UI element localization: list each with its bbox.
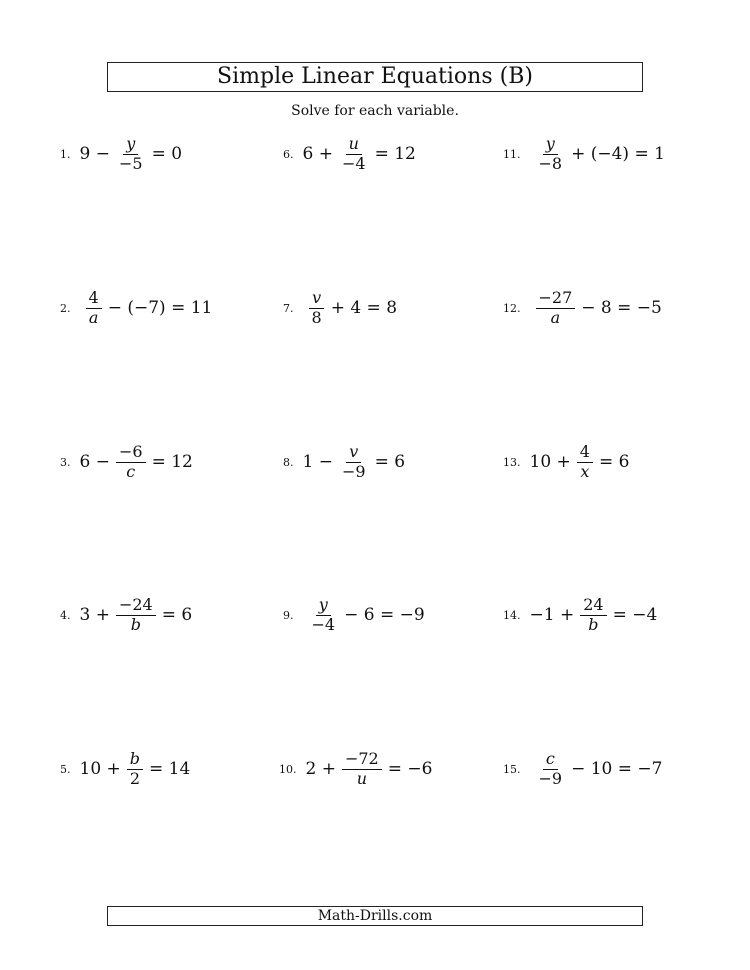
fraction [309,287,325,327]
fraction-denominator: b [588,614,599,634]
fraction-numerator: y [123,136,138,155]
equation-left: 10 + [529,452,571,472]
fraction [342,748,382,788]
problem-9 [283,591,428,639]
equation-left: 6 − [79,452,110,472]
equation-right: + 4 = 8 [330,298,398,318]
equation-left: 9 − [79,144,110,164]
problem-4 [60,591,195,639]
equation-right: + (−4) = 1 [571,144,665,164]
fraction [86,287,102,327]
footer-brand: Math-Drills.com [107,906,643,926]
fraction-numerator: v [346,444,361,463]
problem-number: 12. [503,301,521,315]
equation-right: = 6 [161,605,193,625]
fraction-denominator: 2 [129,768,140,788]
worksheet-title: Simple Linear Equations (B) [107,62,643,92]
equation-right: = 14 [149,759,191,779]
problem-2 [60,284,215,332]
fraction [577,441,593,481]
fraction [116,133,146,173]
fraction [339,133,369,173]
problem-10 [279,745,435,793]
fraction-numerator: −72 [342,751,382,770]
fraction-denominator: a [88,307,99,327]
equation-right: − 10 = −7 [571,759,663,779]
problem-14 [503,591,660,639]
fraction [536,133,566,173]
fraction-denominator: c [126,461,136,481]
fraction-numerator: −6 [116,444,146,463]
equation-right: = 6 [374,452,406,472]
problem-number: 9. [283,608,294,622]
fraction-numerator: b [127,751,143,770]
equation-right: = 12 [374,144,416,164]
problem-15 [503,745,666,793]
fraction-numerator: 4 [86,290,102,309]
problem-number: 11. [503,147,521,161]
equation-right: = −6 [387,759,433,779]
problem-3 [60,438,196,486]
fraction [536,748,566,788]
problem-number: 4. [60,608,71,622]
problem-7 [283,284,400,332]
problem-1 [60,130,185,178]
fraction-numerator: 4 [577,444,593,463]
problem-number: 14. [503,608,521,622]
fraction-numerator: v [309,290,324,309]
equation-left: 3 + [79,605,110,625]
instructions: Solve for each variable. [291,103,459,119]
fraction-denominator: −9 [538,768,563,788]
fraction [339,441,369,481]
fraction-denominator: −5 [118,153,143,173]
equation-left: 1 − [302,452,333,472]
fraction-numerator: u [346,136,362,155]
problem-5 [60,745,193,793]
equation-left: −1 + [529,605,575,625]
fraction [116,594,156,634]
fraction [127,748,143,788]
fraction [536,287,576,327]
fraction-denominator: b [130,614,141,634]
equation-right: = 12 [151,452,193,472]
equation-right: = 0 [151,144,183,164]
fraction-numerator: y [316,597,331,616]
problem-number: 5. [60,762,71,776]
fraction [580,594,606,634]
fraction [116,441,146,481]
equation-right: = 6 [598,452,630,472]
problem-13 [503,438,632,486]
problem-number: 3. [60,455,71,469]
problem-12 [503,284,665,332]
fraction-numerator: c [543,751,558,770]
fraction-numerator: 24 [580,597,606,616]
equation-left: 2 + [305,759,336,779]
fraction-denominator: −9 [341,461,366,481]
fraction-denominator: −4 [341,153,366,173]
problem-6 [283,130,419,178]
problem-number: 6. [283,147,294,161]
fraction-denominator: −4 [311,614,336,634]
problem-number: 2. [60,301,71,315]
problem-11 [503,130,668,178]
equation-left: 6 + [302,144,333,164]
equation-right: − 8 = −5 [581,298,662,318]
fraction-denominator: x [580,461,590,481]
problem-number: 13. [503,455,521,469]
fraction-denominator: a [550,307,561,327]
equation-right: − 6 = −9 [344,605,425,625]
fraction-numerator: y [543,136,558,155]
problem-number: 8. [283,455,294,469]
equation-right: − (−7) = 11 [107,298,213,318]
fraction-denominator: 8 [311,307,322,327]
fraction-denominator: u [356,768,367,788]
problem-number: 1. [60,147,71,161]
problem-8 [283,438,408,486]
problem-number: 10. [279,762,297,776]
fraction [309,594,339,634]
fraction-denominator: −8 [538,153,563,173]
problem-number: 15. [503,762,521,776]
fraction-numerator: −24 [116,597,156,616]
problem-number: 7. [283,301,294,315]
equation-right: = −4 [612,605,658,625]
fraction-numerator: −27 [536,290,576,309]
equation-left: 10 + [79,759,121,779]
